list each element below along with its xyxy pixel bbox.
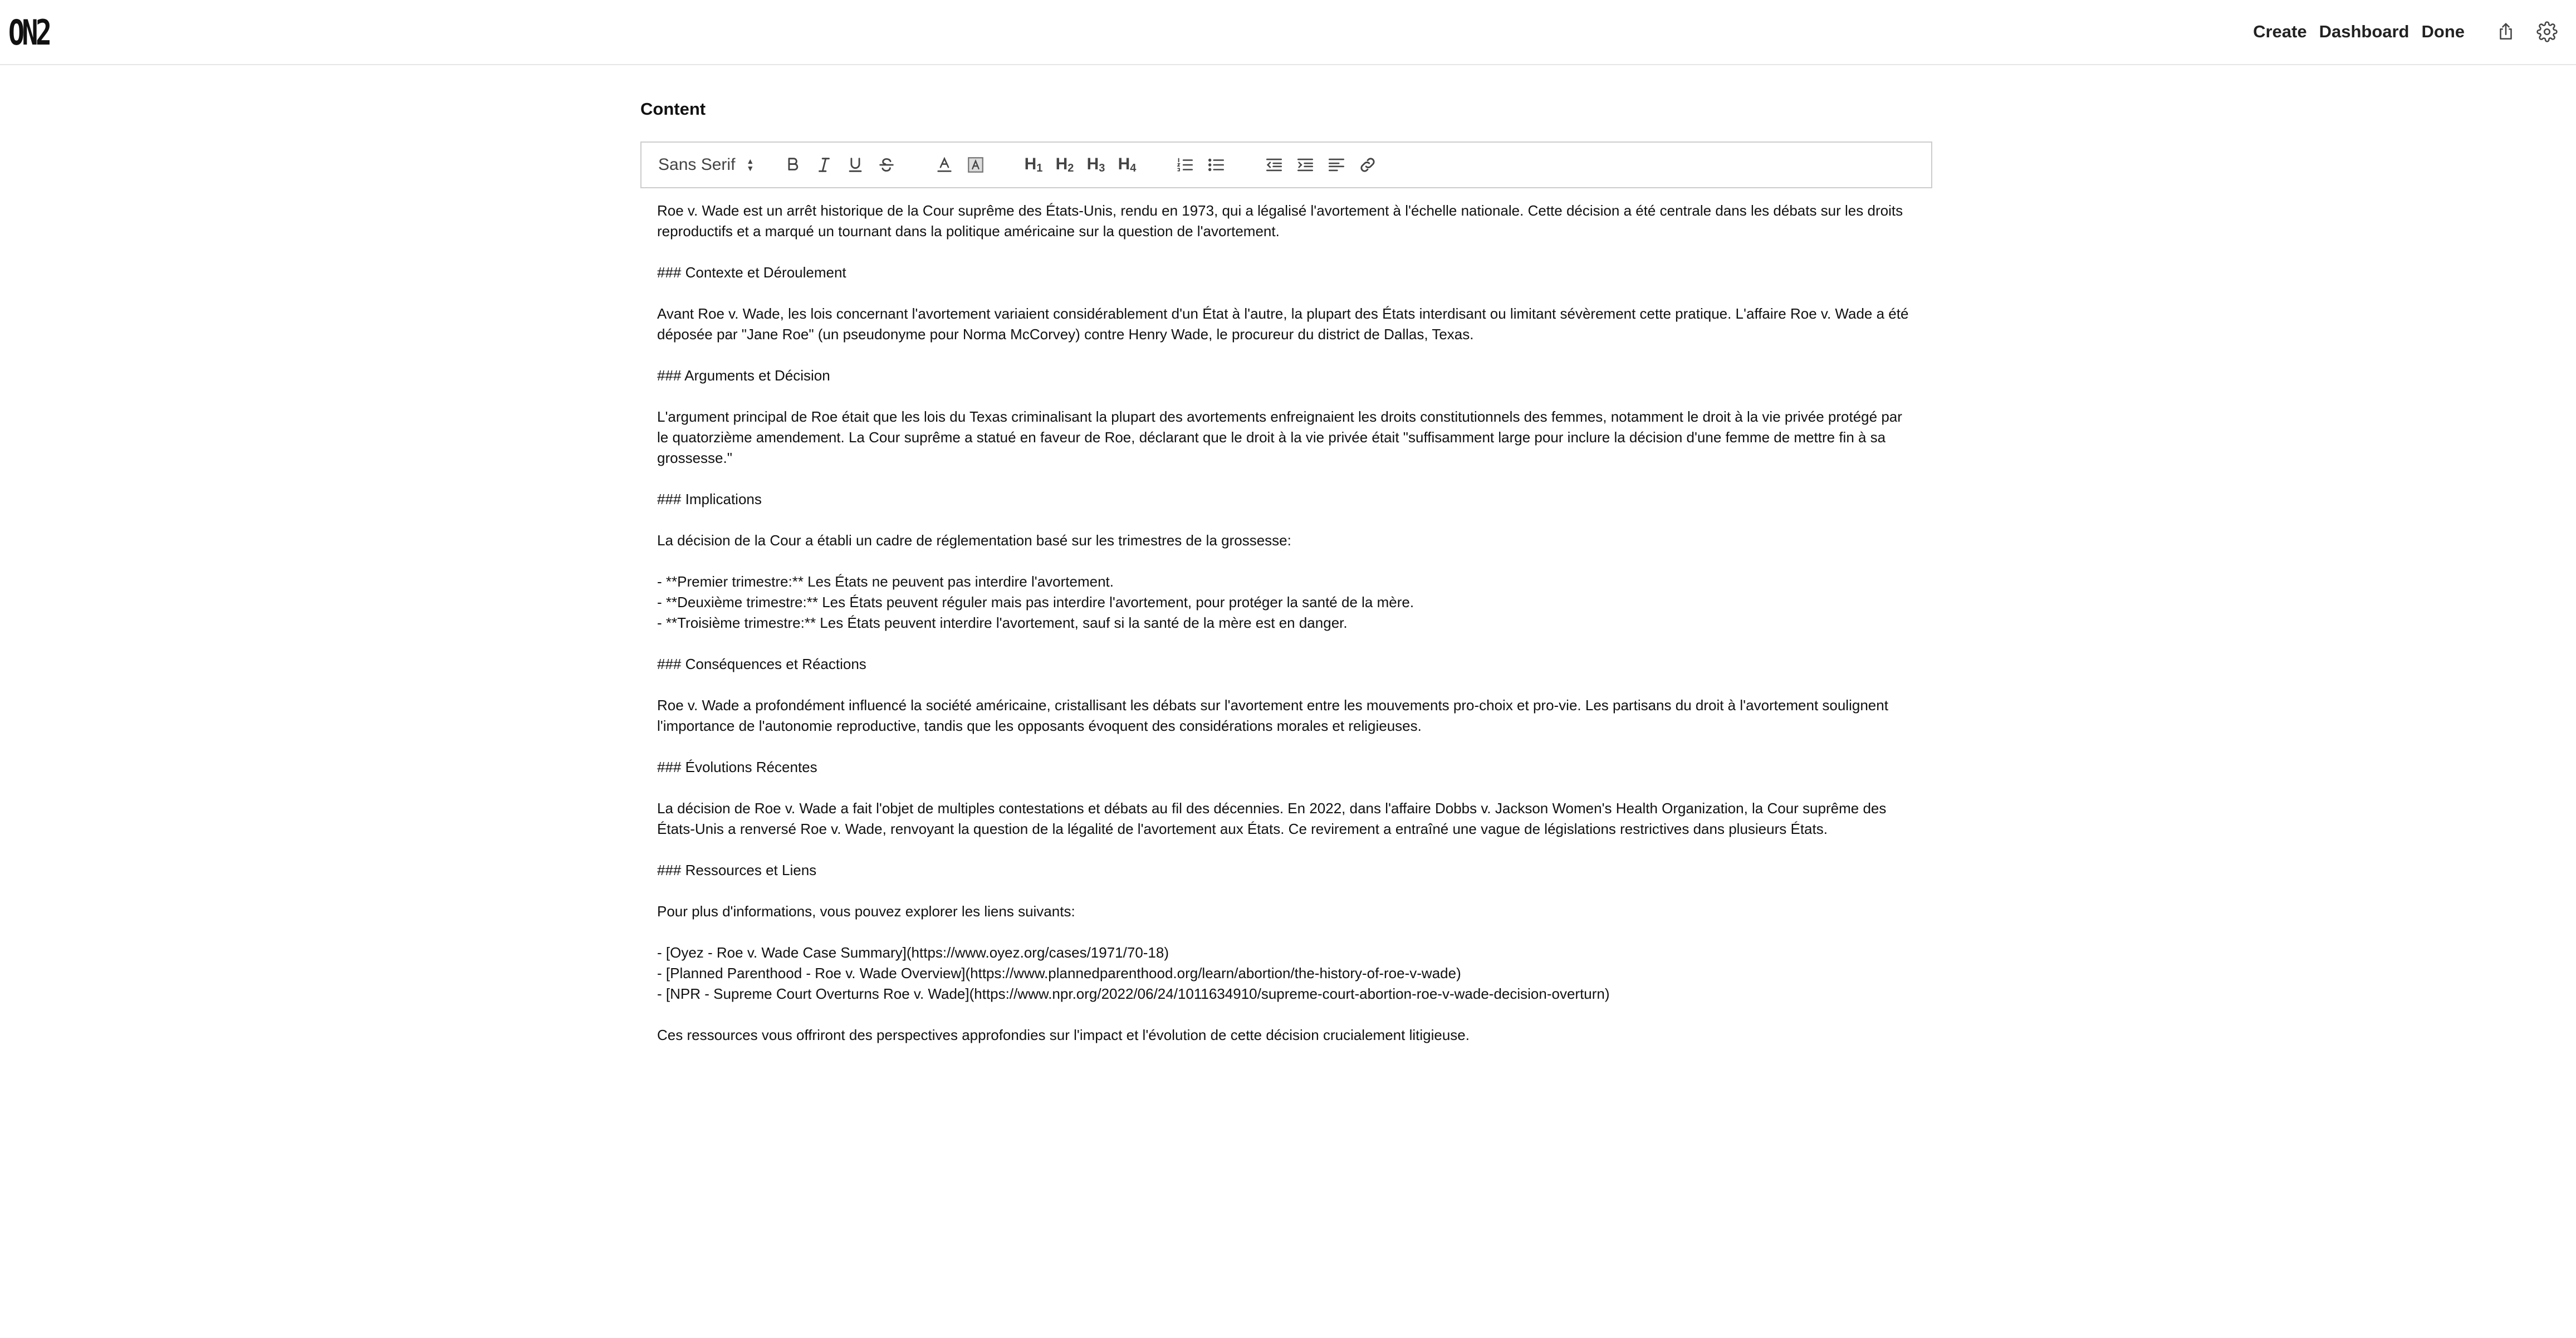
align-button[interactable] (1324, 151, 1349, 179)
bold-button[interactable] (781, 151, 805, 179)
strikethrough-button[interactable] (874, 151, 899, 179)
list-item-link: - [Planned Parenthood - Roe v. Wade Overview](https://www.plannedparenthood.org/learn/abortion/the-history-of-roe-v-wade) (657, 965, 1461, 981)
paragraph-ressources: Pour plus d'informations, vous pouvez explorer les liens suivants: (657, 903, 1075, 920)
create-link[interactable]: Create (2253, 22, 2307, 41)
heading-contexte: ### Contexte et Déroulement (657, 264, 846, 281)
editor-toolbar (640, 141, 1932, 188)
italic-button[interactable] (812, 151, 836, 179)
paragraph-consequences: Roe v. Wade a profondément influencé la société américaine, cristallisant les débats sur l'avortement entre les mouvements pro-choix et pro-vie. Les partisans du droit à l'avortement soulignent l'importance de l'autonomie reproductive, tandis que les opposants évoquent des considérations morales et religieuses. (657, 697, 1893, 734)
list-item: - **Troisième trimestre:** Les États peuvent interdire l'avortement, sauf si la santé de la mère est en danger. (657, 614, 1348, 631)
heading-implications: ### Implications (657, 491, 762, 507)
paragraph-contexte: Avant Roe v. Wade, les lois concernant l'avortement variaient considérablement d'un État à l'autre, la plupart des États interdisant ou limitant sévèrement cette pratique. L'affaire Roe v. Wade a été déposée par "Jane Roe" (un pseudonyme pour Norma McCorvey) contre Henry Wade, le procureur du district de Dallas, Texas. (657, 305, 1913, 343)
h2-button[interactable]: $H_2$ (1055, 155, 1074, 174)
list-item-link: - [NPR - Supreme Court Overturns Roe v. Wade](https://www.npr.org/2022/06/24/1011634910/supreme-court-abortion-roe-v-wade-decision-overturn) (657, 985, 1610, 1002)
underline-icon (846, 155, 865, 174)
background-color-icon (966, 155, 985, 174)
font-family-select[interactable] (658, 155, 781, 174)
h4-button[interactable]: $H_4$ (1118, 155, 1137, 174)
paragraph-intro: Roe v. Wade est un arrêt historique de la Cour suprême des États-Unis, rendu en 1973, qui a légalisé l'avortement à l'échelle nationale. Cette décision a été centrale dans les débats sur les droits reproductifs et a marqué un tournant dans la politique américaine sur la question de l'avortement. (657, 202, 1907, 240)
h3-button[interactable]: $H_3$ (1086, 155, 1105, 174)
share-icon[interactable] (2494, 19, 2518, 44)
content-label: Content (640, 99, 706, 119)
heading-arguments: ### Arguments et Décision (657, 367, 830, 384)
top-nav (2253, 0, 2559, 64)
paragraph-conclusion: Ces ressources vous offriront des perspectives approfondies sur l'impact et l'évolution de cette décision crucialement litigieuse. (657, 1027, 1470, 1043)
indent-increase-button[interactable] (1293, 151, 1318, 179)
bullet-list-button[interactable] (1204, 151, 1228, 179)
top-bar (0, 0, 2576, 65)
link-icon (1358, 155, 1377, 174)
align-left-icon (1327, 155, 1346, 174)
italic-icon (815, 155, 834, 174)
indent-decrease-button[interactable] (1262, 151, 1286, 179)
content-editor[interactable] (640, 188, 1932, 1088)
paragraph-implications: La décision de la Cour a établi un cadre de réglementation basé sur les trimestres de la grossesse: (657, 532, 1291, 549)
list-item: - **Premier trimestre:** Les États ne peuvent pas interdire l'avortement. (657, 573, 1114, 590)
underline-button[interactable] (843, 151, 868, 179)
paragraph-evolutions: La décision de Roe v. Wade a fait l'objet de multiples contestations et débats au fil des décennies. En 2022, dans l'affaire Dobbs v. Jackson Women's Health Organization, la Cour suprême des États-Unis a renversé Roe v. Wade, renvoyant la question de la légalité de l'avortement aux États. Ce revirement a entraîné une vague de législations restrictives dans plusieurs États. (657, 800, 1891, 837)
ordered-list-button[interactable] (1173, 151, 1197, 179)
logo[interactable]: ON2 (8, 12, 50, 53)
h1-button[interactable]: $H_1$ (1024, 155, 1043, 174)
indent-decrease-icon (1265, 155, 1284, 174)
ordered-list-icon (1176, 155, 1194, 174)
list-item-link: - [Oyez - Roe v. Wade Case Summary](https://www.oyez.org/cases/1971/70-18) (657, 944, 1169, 961)
link-button[interactable] (1355, 151, 1380, 179)
gear-icon[interactable] (2535, 19, 2559, 44)
background-color-button[interactable] (963, 151, 988, 179)
chevron-updown-icon: ▲ ▼ (746, 157, 755, 173)
strikethrough-icon (877, 155, 896, 174)
heading-consequences: ### Conséquences et Réactions (657, 656, 866, 672)
font-color-button[interactable] (932, 151, 957, 179)
dashboard-link[interactable]: Dashboard (2319, 22, 2410, 41)
font-color-icon (935, 155, 954, 174)
font-family-value: Sans Serif (658, 155, 736, 174)
indent-increase-icon (1296, 155, 1315, 174)
list-item: - **Deuxième trimestre:** Les États peuvent réguler mais pas interdire l'avortement, pour protéger la santé de la mère. (657, 594, 1414, 611)
bullet-list-icon (1207, 155, 1226, 174)
heading-evolutions: ### Évolutions Récentes (657, 759, 817, 775)
bold-icon (783, 155, 802, 174)
done-link[interactable]: Done (2421, 22, 2465, 41)
heading-ressources: ### Ressources et Liens (657, 862, 817, 878)
paragraph-arguments: L'argument principal de Roe était que les lois du Texas criminalisant la plupart des avortements enfreignaient les droits constitutionnels des femmes, notamment le droit à la vie privée protégé par le quatorzième amendement. La Cour suprême a statué en faveur de Roe, déclarant que le droit à la vie privée était "suffisamment large pour inclure la décision d'une femme de mettre fin à sa grossesse." (657, 408, 1907, 466)
